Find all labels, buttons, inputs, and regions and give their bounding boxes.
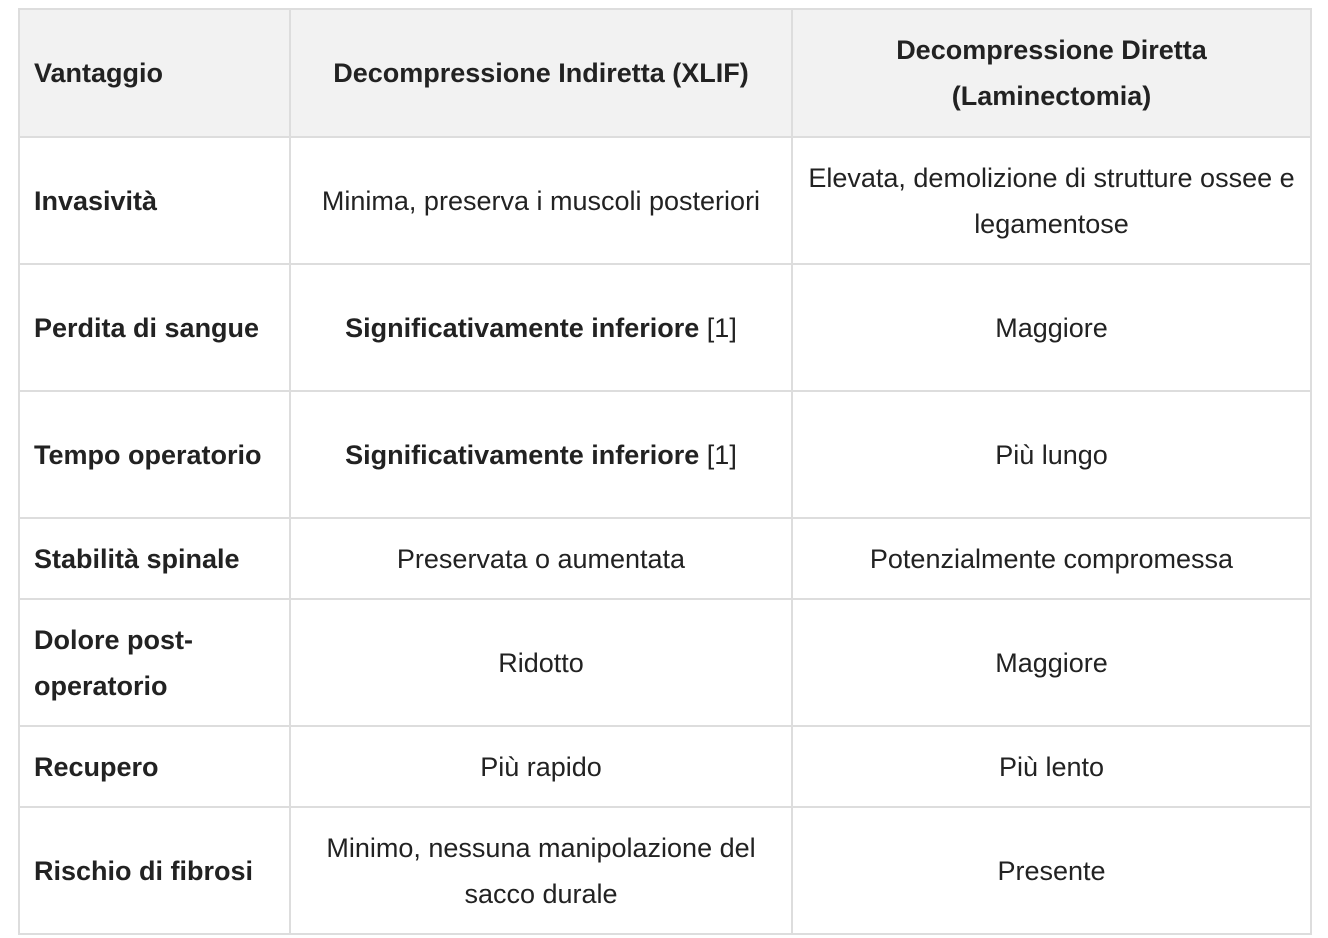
direct-cell: Maggiore [792,264,1311,391]
table-row [19,807,1311,934]
direct-cell: Più lungo [792,391,1311,518]
table-row [19,599,1311,726]
table-row [19,264,1311,391]
row-label: Dolore post-operatorio [19,599,290,726]
citation-ref: [1] [706,312,737,343]
table-header [19,9,1311,137]
indirect-cell: Preservata o aumentata [290,518,792,599]
table-row [19,391,1311,518]
indirect-cell: Più rapido [290,726,792,807]
header-direct-decompression: Decompressione Diretta (Laminectomia) [792,9,1311,137]
direct-cell: Presente [792,807,1311,934]
direct-cell: Maggiore [792,599,1311,726]
indirect-cell: Ridotto [290,599,792,726]
comparison-table [18,8,1312,935]
citation-ref: [1] [706,439,737,470]
table-row [19,726,1311,807]
direct-cell: Elevata, demolizione di strutture ossee e legamentose [792,137,1311,264]
indirect-strong-text: Significativamente inferiore [345,312,700,343]
row-label: Perdita di sangue [19,264,290,391]
direct-cell: Più lento [792,726,1311,807]
indirect-cell [290,264,792,391]
table-body [19,137,1311,934]
indirect-cell: Minima, preserva i muscoli posteriori [290,137,792,264]
indirect-cell: Minimo, nessuna manipolazione del sacco durale [290,807,792,934]
header-advantage: Vantaggio [19,9,290,137]
row-label: Recupero [19,726,290,807]
header-row [19,9,1311,137]
table-row [19,137,1311,264]
direct-cell: Potenzialmente compromessa [792,518,1311,599]
header-indirect-decompression: Decompressione Indiretta (XLIF) [290,9,792,137]
table-row [19,518,1311,599]
row-label: Rischio di fibrosi [19,807,290,934]
row-label: Invasività [19,137,290,264]
indirect-cell [290,391,792,518]
row-label: Stabilità spinale [19,518,290,599]
indirect-strong-text: Significativamente inferiore [345,439,700,470]
row-label: Tempo operatorio [19,391,290,518]
